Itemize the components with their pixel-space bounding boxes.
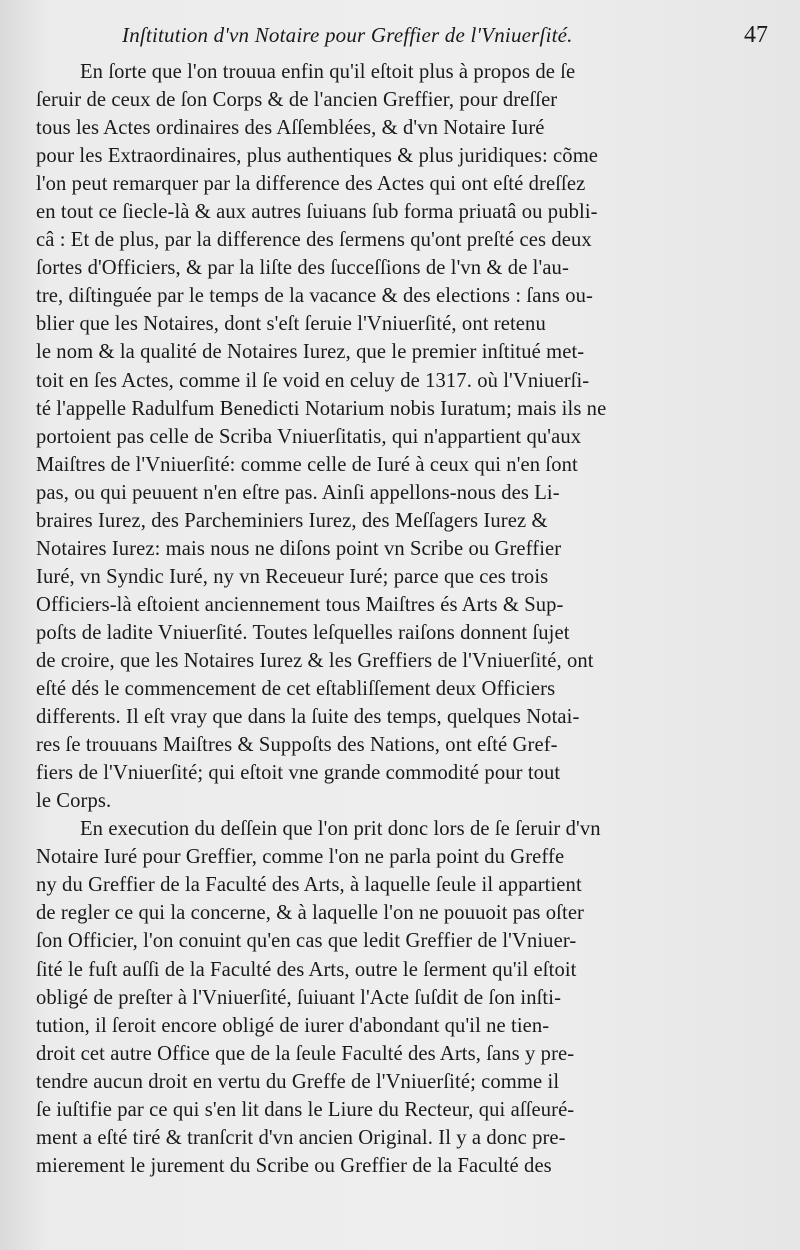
text-line: obligé de preſter à l'Vniuerſité, ſuiuant l'Acte ſuſdit de ſon inſti- [36,986,562,1009]
text-line: ſortes d'Officiers, & par la liſte des ſucceſſions de l'vn & de l'au- [36,257,569,280]
text-line: En execution du deſſein que l'on prit donc lors de ſe ſeruir d'vn [80,818,601,841]
text-line: té l'appelle Radulfum Benedicti Notarium nobis Iuratum; mais ils ne [36,397,607,420]
text-line: le nom & la qualité de Notaires Iurez, que le premier inſtitué met- [36,341,585,364]
text-line: droit cet autre Office que de la ſeule Faculté des Arts, ſans y pre- [36,1042,575,1065]
text-line: tous les Actes ordinaires des Aſſemblées, & d'vn Notaire Iuré [36,117,545,140]
text-line: câ : Et de plus, par la difference des ſermens qu'ont preſté ces deux [36,229,592,252]
text-line: tution, il ſeroit encore obligé de iurer d'abondant qu'il ne tien- [36,1014,550,1037]
text-line: braires Iurez, des Parcheminiers Iurez, des Meſſagers Iurez & [36,509,548,532]
text-line: ſon Officier, l'on conuint qu'en cas que ledit Greffier de l'Vniuer- [36,930,577,953]
text-line: toit en ſes Actes, comme il ſe void en celuy de 1317. où l'Vniuerſi- [36,369,590,392]
text-line: differents. Il eſt vray que dans la ſuite des temps, quelques Notai- [36,706,580,729]
body-text [36,58,770,1180]
text-line: pas, ou qui peuuent n'en eſtre pas. Ainſi appellons-nous des Li- [36,481,560,504]
text-line: ſe iuſtifie par ce qui s'en lit dans le Liure du Recteur, qui aſſeuré- [36,1098,575,1121]
text-line: poſts de ladite Vniuerſité. Toutes leſquelles raiſons donnent ſujet [36,621,570,644]
text-line: le Corps. [36,790,112,813]
running-head: Inſtitution d'vn Notaire pour Greffier de l'Vniuerſité. [122,23,573,47]
text-line: res ſe trouuans Maiſtres & Suppoſts des Nations, ont eſté Gref- [36,734,558,757]
page-header [36,22,770,58]
text-line: En ſorte que l'on trouua enfin qu'il eſtoit plus à propos de ſe [80,61,576,83]
text-line: tendre aucun droit en vertu du Greffe de l'Vniuerſité; comme il [36,1070,560,1093]
text-line: de regler ce qui la concerne, & à laquelle l'on ne pouuoit pas oſter [36,902,585,925]
text-line: ny du Greffier de la Faculté des Arts, à laquelle ſeule il appartient [36,874,582,897]
page-number: 47 [744,22,768,48]
text-line: mierement le jurement du Scribe ou Greffier de la Faculté des [36,1154,552,1177]
text-line: fiers de l'Vniuerſité; qui eſtoit vne grande commodité pour tout [36,762,561,785]
text-line: l'on peut remarquer par la difference des Actes qui ont eſté dreſſez [36,173,586,196]
text-line: ment a eſté tiré & tranſcrit d'vn ancien Original. Il y a donc pre- [36,1126,566,1149]
text-line: de croire, que les Notaires Iurez & les Greffiers de l'Vniuerſité, ont [36,649,594,672]
text-line: tre, diſtinguée par le temps de la vacance & des elections : ſans ou- [36,285,594,308]
text-line: Officiers-là eſtoient anciennement tous Maiſtres és Arts & Sup- [36,593,564,616]
text-line: Notaire Iuré pour Greffier, comme l'on ne parla point du Greffe [36,846,565,869]
text-line: ſité le fuſt auſſi de la Faculté des Arts, outre le ſerment qu'il eſtoit [36,958,577,981]
text-line: portoient pas celle de Scriba Vniuerſitatis, qui n'appartient qu'aux [36,425,582,448]
text-line: en tout ce ſiecle-là & aux autres ſuiuans ſub forma priuatâ ou publi- [36,201,598,224]
text-line: Notaires Iurez: mais nous ne diſons point vn Scribe ou Greffier [36,537,562,560]
text-line: blier que les Notaires, dont s'eſt ſeruie l'Vniuerſité, ont retenu [36,313,546,336]
text-line: Iuré, vn Syndic Iuré, ny vn Receueur Iuré; parce que ces trois [36,565,549,588]
text-line: pour les Extraordinaires, plus authentiques & plus juridiques: cõme [36,145,599,168]
text-line: Maiſtres de l'Vniuerſité: comme celle de Iuré à ceux qui n'en ſont [36,453,578,476]
text-line: eſté dés le commencement de cet eſtabliſſement deux Officiers [36,678,556,701]
text-line: ſeruir de ceux de ſon Corps & de l'ancien Greffier, pour dreſſer [36,89,558,112]
